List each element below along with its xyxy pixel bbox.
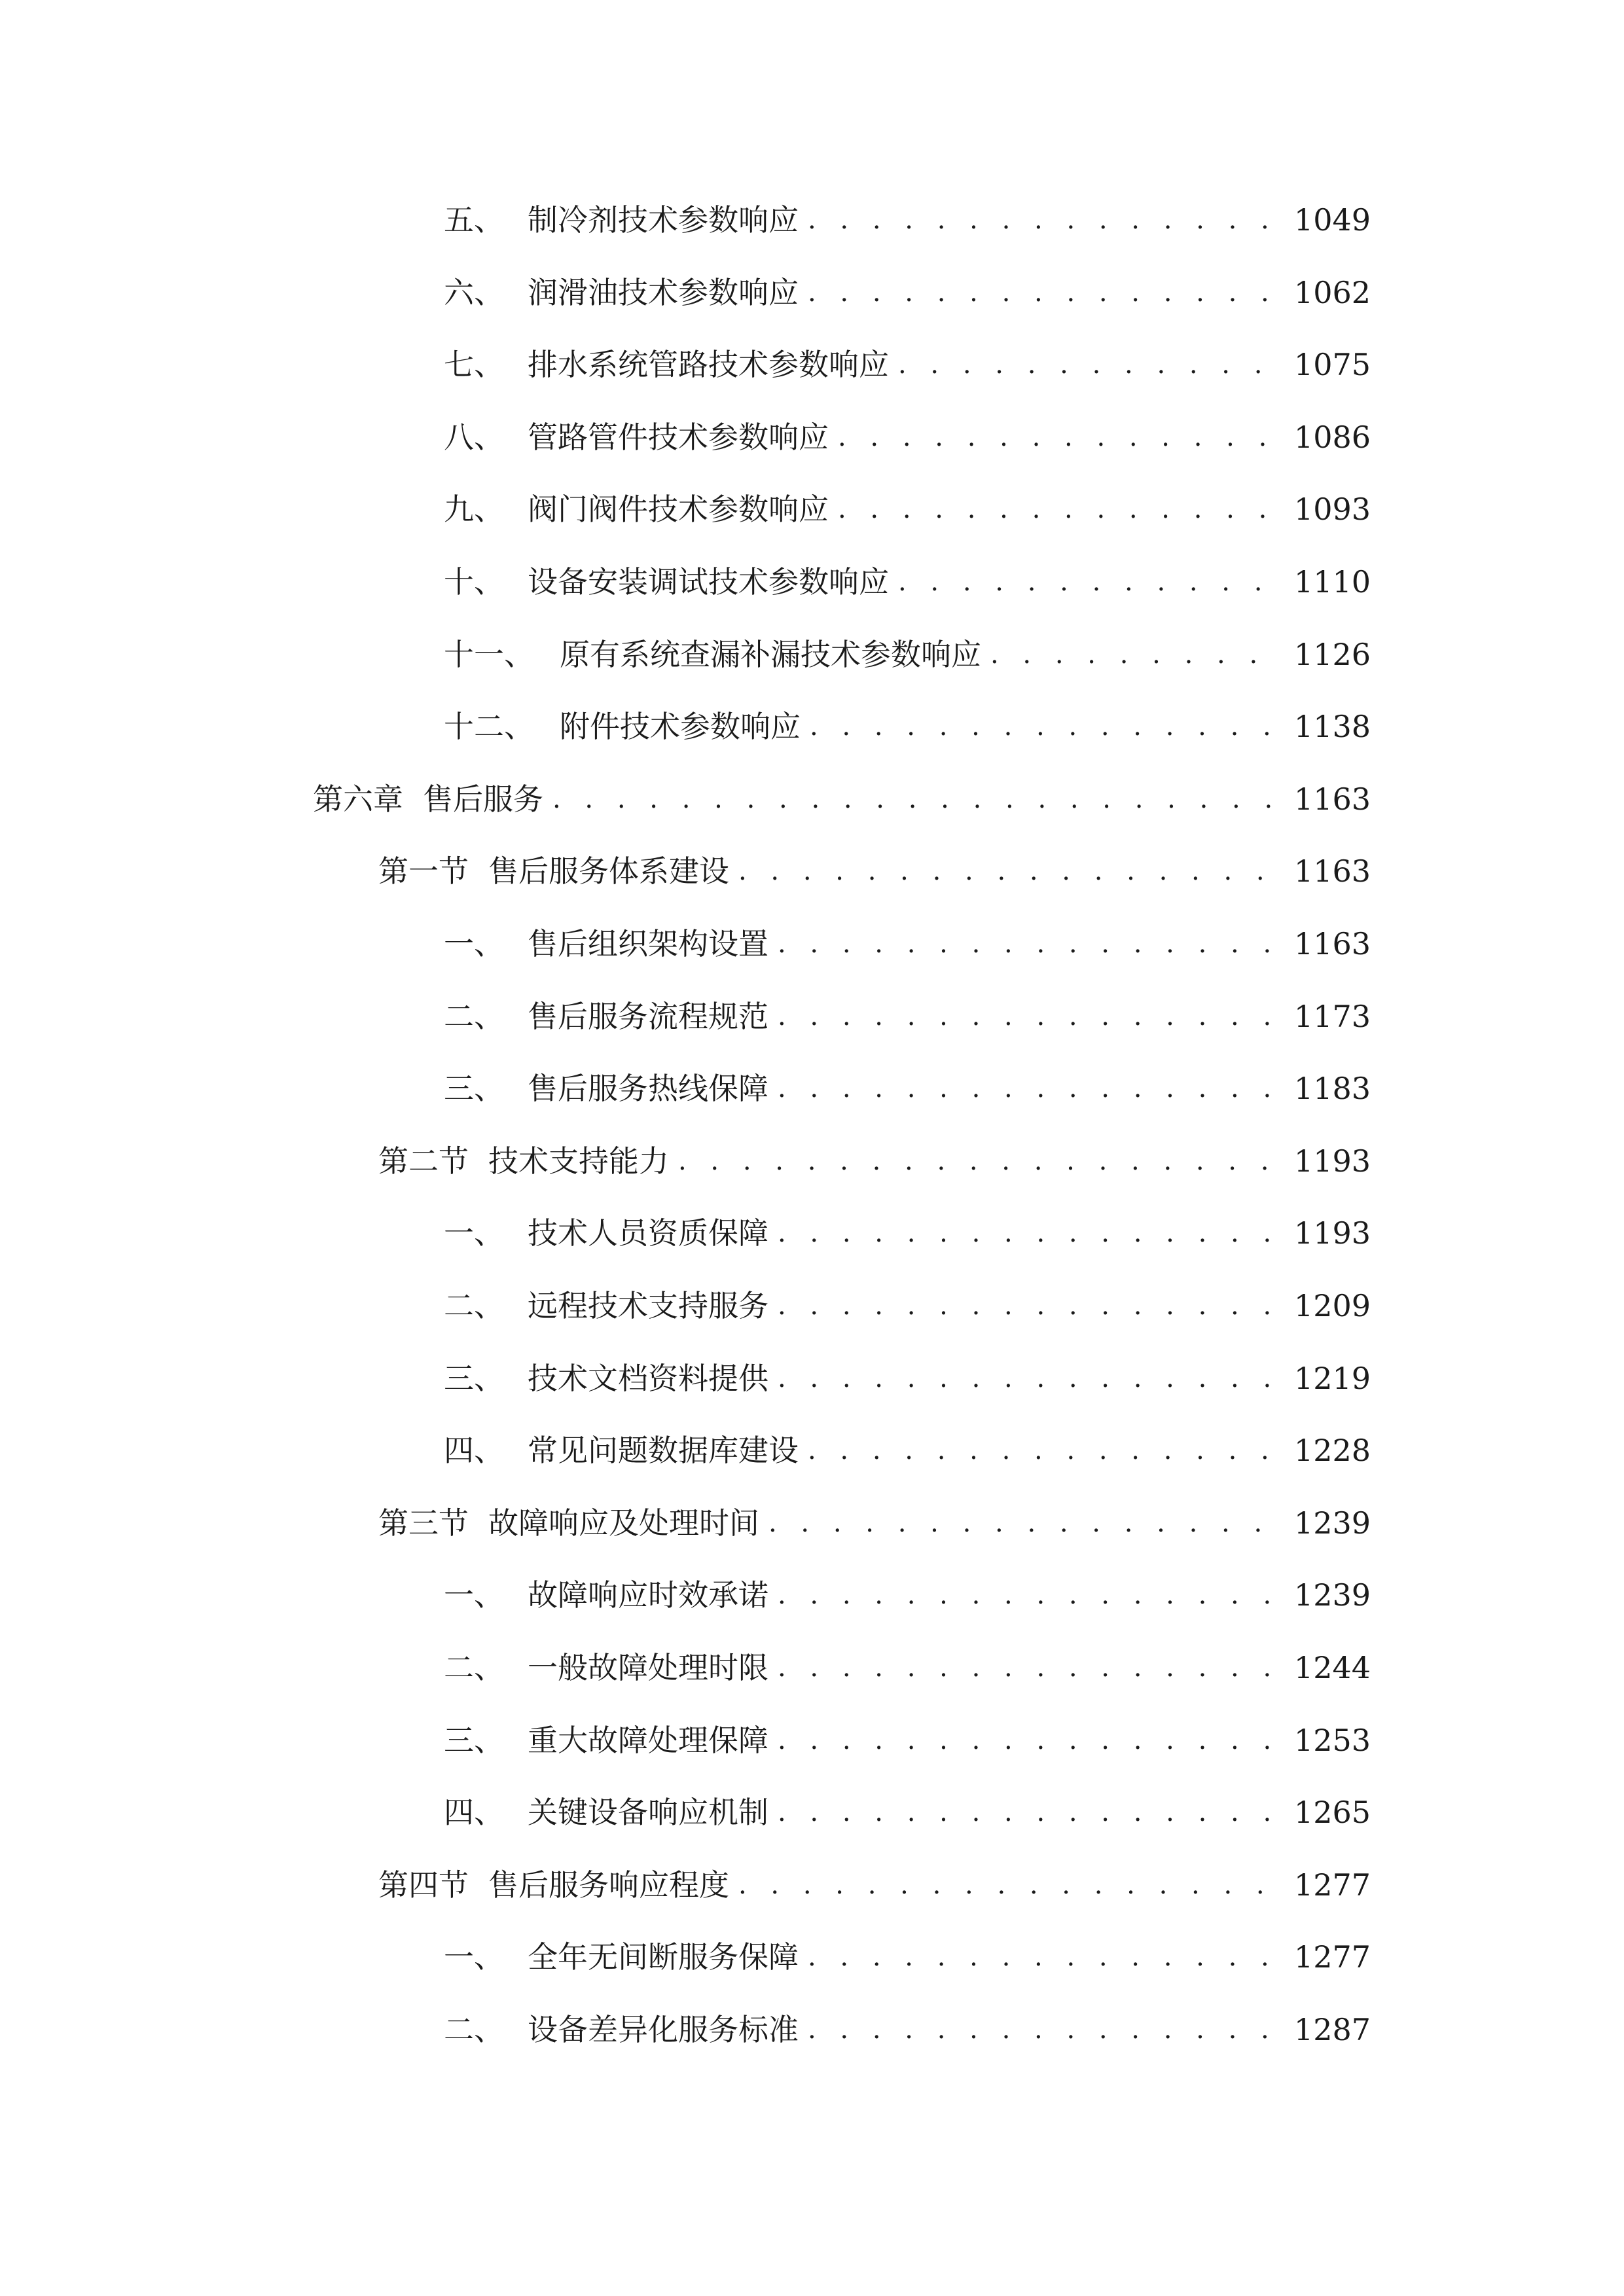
toc-entry-page-number: 1277	[1293, 1867, 1371, 1903]
toc-entry-number: 四、	[444, 1433, 504, 1468]
toc-entry-number: 五、	[444, 202, 504, 238]
toc-entry-number: 第二节	[378, 1143, 469, 1179]
toc-dot-leader	[838, 414, 1282, 461]
toc-entry-number: 二、	[444, 999, 504, 1034]
toc-entry-page-number: 1277	[1293, 1939, 1371, 1975]
toc-dot-leader	[778, 920, 1282, 967]
toc-entry-title: 常见问题数据库建设	[528, 1433, 799, 1468]
toc-entry-number: 八、	[444, 420, 504, 455]
toc-entry-page-number: 1193	[1293, 1143, 1371, 1179]
toc-entry-title: 售后服务响应程度	[488, 1867, 729, 1903]
toc-dot-leader	[898, 341, 1282, 388]
toc-dot-leader	[808, 2006, 1282, 2053]
toc-entry-page-number: 1265	[1293, 1795, 1371, 1830]
toc-entry-title: 关键设备响应机制	[528, 1795, 768, 1830]
toc-entry-page-number: 1219	[1293, 1361, 1371, 1396]
toc-dot-leader	[778, 1210, 1282, 1257]
toc-entry[interactable]	[444, 1427, 1371, 1474]
toc-entry-title: 售后服务	[423, 781, 543, 817]
toc-entry[interactable]	[313, 776, 1371, 823]
toc-entry-number: 十、	[444, 564, 504, 600]
toc-dot-leader	[778, 1717, 1282, 1764]
toc-entry-page-number: 1163	[1293, 853, 1371, 889]
toc-entry[interactable]	[444, 920, 1371, 967]
toc-entry-page-number: 1163	[1293, 926, 1371, 961]
toc-dot-leader	[778, 1644, 1282, 1691]
toc-entry-title: 管路管件技术参数响应	[528, 420, 829, 455]
toc-dot-leader	[738, 848, 1282, 895]
toc-entry[interactable]	[444, 1789, 1371, 1836]
toc-entry-page-number: 1244	[1293, 1650, 1371, 1685]
toc-entry-number: 第四节	[378, 1867, 469, 1903]
toc-entry-number: 三、	[444, 1723, 504, 1758]
toc-entry-title: 阀门阀件技术参数响应	[528, 492, 829, 527]
toc-entry[interactable]	[444, 1282, 1371, 1329]
toc-dot-leader	[778, 993, 1282, 1040]
toc-entry-title: 技术文档资料提供	[528, 1361, 768, 1396]
toc-entry[interactable]	[444, 1644, 1371, 1691]
toc-entry-number: 四、	[444, 1795, 504, 1830]
toc-dot-leader	[808, 196, 1282, 243]
toc-entry-title: 售后服务热线保障	[528, 1071, 768, 1106]
toc-entry-title: 故障响应及处理时间	[488, 1505, 759, 1541]
toc-entry-title: 设备差异化服务标准	[528, 2012, 799, 2047]
toc-entry[interactable]	[444, 414, 1371, 461]
toc-entry-number: 二、	[444, 1650, 504, 1685]
toc-entry-number: 十一、	[444, 637, 534, 672]
toc-entry-page-number: 1086	[1293, 420, 1371, 455]
toc-entry-number: 六、	[444, 275, 504, 310]
toc-entry-number: 十二、	[444, 709, 534, 744]
toc-entry[interactable]	[378, 1138, 1371, 1185]
toc-entry-title: 售后组织架构设置	[528, 926, 768, 961]
toc-dot-leader	[990, 631, 1282, 678]
toc-dot-leader	[678, 1138, 1282, 1185]
toc-entry-number: 第六章	[313, 781, 403, 817]
toc-dot-leader	[808, 1933, 1282, 1981]
toc-dot-leader	[778, 1571, 1282, 1619]
toc-entry-title: 技术支持能力	[488, 1143, 669, 1179]
toc-entry-page-number: 1239	[1293, 1577, 1371, 1613]
toc-entry-page-number: 1126	[1293, 637, 1371, 672]
toc-entry-number: 一、	[444, 1939, 504, 1975]
toc-entry-number: 第一节	[378, 853, 469, 889]
toc-entry-title: 排水系统管路技术参数响应	[528, 347, 889, 382]
toc-dot-leader	[738, 1861, 1282, 1909]
toc-entry-page-number: 1193	[1293, 1215, 1371, 1251]
toc-entry[interactable]	[444, 631, 1371, 678]
toc-entry-number: 三、	[444, 1071, 504, 1106]
toc-entry-title: 重大故障处理保障	[528, 1723, 768, 1758]
toc-entry[interactable]	[378, 1861, 1371, 1909]
toc-dot-leader	[810, 703, 1282, 750]
toc-entry-page-number: 1253	[1293, 1723, 1371, 1758]
toc-entry-title: 原有系统查漏补漏技术参数响应	[560, 637, 981, 672]
toc-entry-number: 七、	[444, 347, 504, 382]
toc-entry-title: 售后服务流程规范	[528, 999, 768, 1034]
toc-entry-page-number: 1138	[1293, 709, 1371, 744]
toc-entry-title: 全年无间断服务保障	[528, 1939, 799, 1975]
toc-entry-number: 二、	[444, 2012, 504, 2047]
toc-entry[interactable]	[378, 848, 1371, 895]
toc-entry-number: 九、	[444, 492, 504, 527]
toc-entry[interactable]	[444, 341, 1371, 388]
toc-entry-title: 技术人员资质保障	[528, 1215, 768, 1251]
toc-entry[interactable]	[444, 1717, 1371, 1764]
toc-dot-leader	[768, 1499, 1282, 1547]
toc-entry[interactable]	[378, 1499, 1371, 1547]
toc-entry-number: 三、	[444, 1361, 504, 1396]
toc-entry-page-number: 1062	[1293, 275, 1371, 310]
toc-entry[interactable]	[444, 1933, 1371, 1981]
toc-dot-leader	[778, 1282, 1282, 1329]
toc-entry[interactable]	[444, 558, 1371, 605]
toc-entry-number: 第三节	[378, 1505, 469, 1541]
toc-entry-page-number: 1163	[1293, 781, 1371, 817]
toc-dot-leader	[552, 776, 1282, 823]
toc-dot-leader	[778, 1355, 1282, 1402]
toc-entry-number: 一、	[444, 1215, 504, 1251]
toc-entry-title: 附件技术参数响应	[560, 709, 801, 744]
toc-entry-page-number: 1075	[1293, 347, 1371, 382]
toc-entry[interactable]	[444, 1571, 1371, 1619]
toc-entry[interactable]	[444, 993, 1371, 1040]
toc-entry[interactable]	[444, 703, 1371, 750]
toc-entry[interactable]	[444, 486, 1371, 533]
toc-dot-leader	[778, 1065, 1282, 1112]
toc-entry[interactable]	[444, 196, 1371, 243]
toc-entry-page-number: 1173	[1293, 999, 1371, 1034]
toc-entry-page-number: 1183	[1293, 1071, 1371, 1106]
toc-dot-leader	[808, 269, 1282, 316]
toc-entry-number: 一、	[444, 1577, 504, 1613]
toc-entry-title: 制冷剂技术参数响应	[528, 202, 799, 238]
toc-entry-title: 售后服务体系建设	[488, 853, 729, 889]
toc-entry-number: 二、	[444, 1288, 504, 1323]
toc-dot-leader	[808, 1427, 1282, 1474]
toc-entry[interactable]	[444, 1355, 1371, 1402]
toc-entry-page-number: 1239	[1293, 1505, 1371, 1541]
toc-entry-title: 故障响应时效承诺	[528, 1577, 768, 1613]
toc-entry-page-number: 1287	[1293, 2012, 1371, 2047]
toc-entry-title: 一般故障处理时限	[528, 1650, 768, 1685]
toc-dot-leader	[778, 1789, 1282, 1836]
toc-entry-title: 设备安装调试技术参数响应	[528, 564, 889, 600]
toc-dot-leader	[898, 558, 1282, 605]
toc-entry-page-number: 1228	[1293, 1433, 1371, 1468]
toc-entry[interactable]	[444, 269, 1371, 316]
toc-entry-page-number: 1093	[1293, 492, 1371, 527]
toc-entry-page-number: 1049	[1293, 202, 1371, 238]
toc-entry-page-number: 1209	[1293, 1288, 1371, 1323]
toc-entry[interactable]	[444, 1065, 1371, 1112]
toc-entry-number: 一、	[444, 926, 504, 961]
toc-dot-leader	[838, 486, 1282, 533]
toc-entry-page-number: 1110	[1293, 564, 1371, 600]
toc-entry-title: 润滑油技术参数响应	[528, 275, 799, 310]
toc-entry-title: 远程技术支持服务	[528, 1288, 768, 1323]
toc-entry[interactable]	[444, 2006, 1371, 2053]
toc-entry[interactable]	[444, 1210, 1371, 1257]
